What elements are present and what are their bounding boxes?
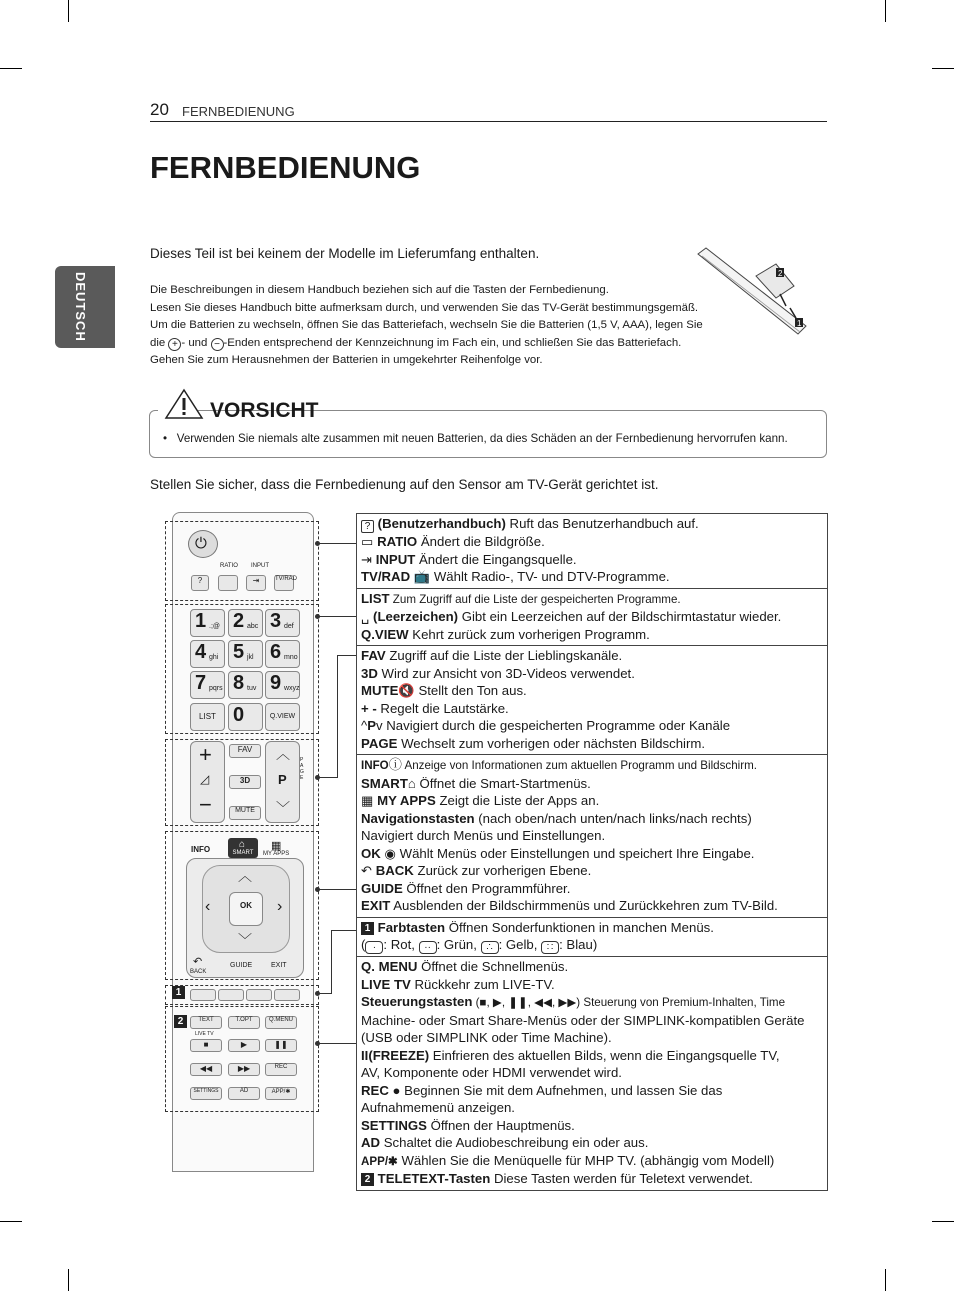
- definition: : Rot,: [383, 937, 419, 952]
- table-line: [361, 1134, 823, 1152]
- table-line: [361, 1099, 823, 1117]
- back-icon: ↶: [361, 863, 373, 878]
- svg-text:1: 1: [797, 319, 802, 328]
- crop-mark: [932, 68, 954, 69]
- plus-icon: +: [168, 338, 181, 351]
- badge-1: 1: [361, 922, 374, 935]
- header-rule: [150, 121, 827, 122]
- definition: Ändert die Bildgröße.: [417, 534, 545, 549]
- info-label: INFO: [191, 845, 211, 854]
- definition: Öffnen der Hauptmenüs.: [426, 1117, 575, 1133]
- volume-icon: ◿: [200, 772, 210, 786]
- warning-icon: [164, 388, 204, 420]
- table-line: [361, 700, 823, 718]
- table-line: [361, 810, 823, 828]
- page-title: FERNBEDIENUNG: [150, 150, 421, 185]
- definition: Machine- oder Smart Share-Menüs oder der SIMPLINK-kompatiblen Geräte: [361, 1012, 805, 1028]
- definition: Aufnahmemenü anzeigen.: [361, 1100, 515, 1115]
- settings-button: SETTINGS: [190, 1087, 222, 1100]
- term: TELETEXT-Tasten: [377, 1171, 491, 1186]
- table-line: [361, 897, 823, 915]
- table-line: [361, 626, 823, 644]
- 3d-button: 3D: [229, 775, 261, 789]
- table-line: [361, 608, 823, 626]
- group-frame-4: [165, 831, 319, 980]
- definition: : Gelb,: [498, 937, 542, 952]
- guide-label: GUIDE: [230, 962, 253, 969]
- input-button: ⇥: [246, 575, 266, 591]
- connector-line: [331, 930, 332, 994]
- definition: Zugriff auf die Liste der Lieblingskanäle.: [385, 648, 623, 663]
- table-line: [361, 993, 823, 1012]
- definition: : Grün,: [436, 937, 481, 952]
- crop-mark: [68, 1269, 69, 1291]
- crop-mark: [932, 1221, 954, 1222]
- term: (Leerzeichen): [373, 609, 459, 624]
- chevron-down-icon: v: [376, 718, 383, 733]
- group-frame-2: [165, 604, 319, 734]
- crop-mark: [885, 1269, 886, 1291]
- digit: 2: [233, 610, 245, 632]
- home-icon: ⌂: [239, 839, 246, 850]
- table-line: [361, 682, 823, 700]
- qmenu-button: Q.MENU: [265, 1016, 297, 1029]
- ratio-icon: ▭: [361, 534, 374, 549]
- badge-2: 2: [174, 1015, 187, 1028]
- text: die: [150, 336, 169, 349]
- crop-mark: [0, 1221, 22, 1222]
- crop-mark: [0, 68, 22, 69]
- table-line: [361, 827, 823, 845]
- digit: 4: [195, 641, 207, 663]
- definition: Diese Tasten werden für Teletext verwendet.: [490, 1171, 753, 1186]
- rewind-button: ◀◀: [190, 1063, 222, 1076]
- definition: Gibt ein Leerzeichen auf der Bildschirmtastatur wieder.: [458, 609, 782, 624]
- group-frame-1: [165, 521, 319, 601]
- table-line: [361, 862, 823, 880]
- definition: Zum Zugriff auf die Liste der gespeicherten Programme.: [389, 592, 681, 606]
- digit: 1: [195, 610, 207, 632]
- definition: Wird zur Ansicht von 3D-Videos verwendet.: [377, 665, 635, 681]
- table-line: [361, 756, 823, 775]
- table-line: [361, 880, 823, 898]
- intro-text: Dieses Teil ist bei keinem der Modelle im Lieferumfang enthalten.: [150, 246, 540, 261]
- table-cell: [357, 918, 827, 958]
- definition: (■, ▶, ❚❚, ◀◀, ▶▶) Steuerung von Premium-Inhalten, Time: [472, 996, 786, 1009]
- connector-line: [317, 616, 356, 617]
- definition: Öffnet den Programmführer.: [402, 880, 571, 896]
- fav-button: FAV: [229, 744, 261, 758]
- topt-button: T.OPT: [228, 1016, 260, 1029]
- sensor-note: Stellen Sie sicher, dass die Fernbedienung auf den Sensor am TV-Gerät gerichtet ist.: [150, 477, 659, 492]
- digit: 8: [233, 672, 245, 694]
- p-label: P: [278, 772, 287, 787]
- pause-button: ❚❚: [265, 1039, 297, 1052]
- connector-line: [337, 655, 356, 656]
- table-line: [361, 1117, 823, 1135]
- crop-mark: [68, 0, 69, 22]
- power-icon: ⏻: [195, 535, 207, 552]
- page-label: PAGE: [300, 757, 304, 781]
- term: FAV: [361, 648, 386, 663]
- table-line: [361, 515, 823, 533]
- ad-button: AD: [228, 1087, 260, 1100]
- yellow-key-icon: ∴: [481, 941, 499, 954]
- term: RATIO: [377, 534, 418, 549]
- definition: (nach oben/nach unten/nach links/nach rechts): [474, 810, 752, 826]
- definition: Stellt den Ton aus.: [414, 683, 527, 698]
- list-key: LIST: [190, 703, 225, 731]
- definition: Öffnet die Smart-Startmenüs.: [415, 775, 591, 791]
- caution-title: VORSICHT: [210, 399, 319, 422]
- definition: Wählt Radio-, TV- und DTV-Programme.: [430, 569, 670, 584]
- running-header: FERNBEDIENUNG: [182, 104, 295, 119]
- letters: tuv: [247, 685, 257, 692]
- term: Farbtasten: [377, 919, 446, 935]
- term: P: [367, 718, 376, 733]
- definition: AV, Komponente oder HDMI verwendet wird.: [361, 1065, 622, 1080]
- term: PAGE: [361, 735, 398, 751]
- back-label: BACK: [190, 969, 207, 975]
- definition: Schaltet die Audiobeschreibung ein oder aus.: [380, 1135, 649, 1150]
- table-line: [361, 958, 823, 976]
- table-line: [361, 775, 823, 793]
- table-line: [361, 735, 823, 753]
- term: BACK: [375, 863, 414, 878]
- term: II(FREEZE): [361, 1047, 430, 1063]
- table-line: [361, 1047, 823, 1065]
- mute-icon: 🔇: [398, 683, 415, 698]
- caution-heading: [158, 388, 319, 426]
- connector-line: [331, 930, 356, 931]
- arrow-up-icon: ︿: [238, 868, 252, 884]
- battery-illustration: [696, 246, 816, 346]
- digit: 5: [233, 641, 245, 663]
- definition: Beginnen Sie mit dem Aufnehmen, und lassen Sie das: [400, 1082, 723, 1098]
- chevron-up-icon: ︿: [276, 746, 290, 762]
- ratio-label: RATIO: [220, 563, 238, 569]
- digit: 3: [270, 610, 282, 632]
- letters: jkl: [247, 654, 254, 661]
- definition: Zurück zur vorherigen Ebene.: [413, 863, 592, 878]
- exit-label: EXIT: [271, 962, 287, 969]
- red-key-icon: ·: [365, 941, 383, 954]
- definition: Wählen Sie die Menüquelle für MHP TV. (abhängig vom Modell): [397, 1152, 775, 1168]
- term: Steuerungstasten: [361, 994, 473, 1009]
- plus-icon: +: [199, 742, 212, 767]
- input-label: INPUT: [251, 563, 269, 569]
- table-line: [361, 665, 823, 683]
- badge-1: 1: [172, 986, 185, 999]
- letters: abc: [247, 623, 259, 630]
- table-cell: [357, 589, 827, 647]
- digit: 7: [195, 672, 207, 694]
- table-cell: [357, 514, 827, 589]
- qview-key: Q.VIEW: [265, 703, 300, 731]
- table-line: ( · : Rot, ·· : Grün, ∴ : Gelb, ∷ : Blau): [361, 937, 598, 953]
- table-line: [361, 1064, 823, 1082]
- table-line: [361, 792, 823, 810]
- language-tab: [55, 266, 115, 348]
- group-frame-5: [165, 985, 319, 1005]
- 3d-icon: 3D: [361, 665, 378, 681]
- app-button: APP/✱: [265, 1087, 297, 1100]
- letters: ghi: [209, 654, 219, 661]
- definition: Navigiert durch Menüs und Einstellungen.: [361, 828, 606, 843]
- term: EXIT: [361, 898, 391, 913]
- tvrad-button: TV/RAD: [274, 575, 294, 591]
- connector-line: [317, 543, 356, 544]
- definition: Ausblenden der Bildschirmmenüs und Zurückkehren zum TV-Bild.: [390, 898, 778, 913]
- forward-button: ▶▶: [228, 1063, 260, 1076]
- term: OK: [361, 845, 381, 861]
- button-description-table: [356, 513, 828, 1191]
- term: INFO: [361, 759, 389, 772]
- ok-icon: ◉: [384, 845, 396, 861]
- term: (Benutzerhandbuch): [377, 516, 506, 531]
- letters: def: [284, 623, 294, 630]
- term: SETTINGS: [361, 1117, 427, 1133]
- teletext-button: TEXT: [190, 1016, 222, 1029]
- term: APP/✱: [361, 1154, 398, 1168]
- description-line: Gehen Sie zum Herausnehmen der Batterien in umgekehrter Reihenfolge vor.: [150, 354, 543, 366]
- definition: Kehrt zurück zum vorherigen Programm.: [408, 626, 650, 642]
- connector-dot: [315, 614, 320, 619]
- connector-dot: [315, 541, 320, 546]
- minus-icon: −: [199, 792, 212, 817]
- table-cell: [357, 646, 827, 755]
- description: [150, 282, 710, 370]
- definition: Anzeige von Informationen zum aktuellen Programm und Bildschirm.: [401, 759, 757, 772]
- language-tab-label: DEUTSCH: [73, 272, 88, 342]
- chevron-down-icon: ﹀: [276, 800, 290, 816]
- definition: : Blau): [559, 937, 598, 952]
- term: Q. MENU: [361, 959, 418, 974]
- description-line: [150, 335, 710, 353]
- table-line: [361, 717, 823, 735]
- term: REC ●: [361, 1082, 401, 1098]
- question-icon: ?: [361, 520, 374, 533]
- minus-icon: −: [211, 338, 224, 351]
- mute-button: MUTE: [229, 806, 261, 820]
- connector-line: [317, 1043, 356, 1044]
- arrow-down-icon: ﹀: [238, 932, 252, 948]
- term: MUTE: [361, 683, 399, 698]
- badge-2: 2: [361, 1173, 374, 1186]
- apps-grid-icon: ▦: [361, 793, 374, 808]
- definition: (USB oder SIMPLINK oder Time Machine).: [361, 1030, 612, 1045]
- text: - und: [181, 336, 211, 349]
- letters: pqrs: [209, 685, 223, 692]
- definition: Navigiert durch die gespeicherten Programme oder Kanäle: [382, 718, 731, 733]
- definition: Wählt Menüs oder Einstellungen und speichert Ihre Eingabe.: [395, 845, 755, 861]
- table-line: [361, 919, 823, 937]
- svg-text:2: 2: [778, 269, 783, 278]
- definition: Regelt die Lautstärke.: [376, 700, 509, 716]
- stop-button: ■: [190, 1039, 222, 1052]
- description-line: Lesen Sie dieses Handbuch bitte aufmerksam durch, und verwenden Sie das TV-Gerät bestimmungsgemäß.: [150, 301, 699, 314]
- back-icon: ↶: [193, 956, 203, 968]
- smart-label: SMART: [232, 850, 254, 856]
- definition: Öffnen Sonderfunktionen in manchen Menüs.: [445, 919, 714, 935]
- table-line: [361, 1012, 823, 1030]
- livetv-label: LIVE TV: [195, 1031, 214, 1037]
- digit: 6: [270, 641, 282, 663]
- definition: Rückkehr zum LIVE-TV.: [410, 976, 555, 992]
- definition: Ändert die Eingangsquelle.: [415, 551, 577, 567]
- table-line: [361, 590, 823, 609]
- term: LIVE TV: [361, 976, 411, 992]
- group-frame-6: [165, 1006, 319, 1112]
- connector-line: [317, 777, 337, 778]
- connector-dot: [315, 775, 320, 780]
- connector-line: [317, 889, 356, 890]
- apps-grid-icon: ▦: [271, 840, 282, 852]
- arrow-right-icon: ›: [277, 898, 283, 915]
- connector-dot: [315, 991, 320, 996]
- text: -Enden entsprechend der Kennzeichnung im Fach ein, und schließen Sie das Batteriefach.: [223, 336, 682, 349]
- term: AD: [361, 1135, 381, 1150]
- table-cell: [357, 957, 827, 1190]
- table-cell: [357, 755, 827, 918]
- letters: wxyz: [284, 685, 300, 692]
- ok-label: OK: [240, 901, 252, 910]
- connector-dot: [315, 887, 320, 892]
- term: MY APPS: [377, 793, 436, 808]
- chevron-up-icon: ^: [361, 718, 368, 733]
- caution-text: • Verwenden Sie niemals alte zusammen mit neuen Batterien, da dies Schäden an der Fernbedienung hervorrufen kann.: [163, 432, 788, 445]
- group-frame-3: [165, 739, 319, 826]
- definition: Zeigt die Liste der Apps an.: [435, 793, 600, 808]
- page-number: 20: [150, 100, 169, 119]
- table-line: [361, 647, 823, 665]
- term: TV/RAD: [361, 569, 411, 584]
- digit: 0: [233, 704, 245, 726]
- user-guide-button: ?: [191, 575, 209, 591]
- arrow-left-icon: ‹: [205, 898, 211, 915]
- description-line: Die Beschreibungen in diesem Handbuch beziehen sich auf die Tasten der Fernbedienung.: [150, 284, 609, 296]
- green-key-icon: ··: [419, 941, 437, 954]
- table-line: [361, 1152, 823, 1171]
- tv-radio-icon: 📺: [413, 569, 431, 584]
- table-line: [361, 533, 823, 551]
- table-line: [361, 976, 823, 994]
- term: GUIDE: [361, 880, 403, 896]
- term: Navigationstasten: [361, 810, 475, 826]
- space-icon: ␣: [361, 609, 370, 624]
- term: INPUT: [375, 551, 416, 567]
- blue-key-icon: ∷: [541, 941, 559, 954]
- table-line: [361, 1170, 823, 1188]
- table-line: [361, 1082, 823, 1100]
- term: SMART: [361, 775, 408, 791]
- letters: .;@: [209, 623, 220, 630]
- connector-dot: [315, 1041, 320, 1046]
- home-icon: ⌂: [407, 775, 416, 791]
- crop-mark: [885, 0, 886, 22]
- table-line: [361, 568, 823, 586]
- definition: Einfrieren des aktuellen Bilds, wenn die Eingangsquelle TV,: [429, 1047, 780, 1063]
- text: Verwenden Sie niemals alte zusammen mit neuen Batterien, da dies Schäden an der Fernbedienung hervorrufen kann.: [176, 432, 788, 445]
- definition: Öffnet die Schnellmenüs.: [417, 959, 569, 974]
- table-line: [361, 551, 823, 569]
- description-line: Um die Batterien zu wechseln, öffnen Sie das Batteriefach, wechseln Sie die Batterien (1,5 V, AAA), legen Sie: [150, 319, 703, 331]
- term: + -: [361, 700, 377, 716]
- letters: mno: [284, 654, 298, 661]
- connector-line: [337, 655, 338, 778]
- table-line: [361, 1029, 823, 1047]
- play-button: ▶: [228, 1039, 260, 1052]
- definition: Wechselt zum vorherigen oder nächsten Bildschirm.: [397, 735, 706, 751]
- table-line: [361, 845, 823, 863]
- myapps-label: MY APPS: [263, 851, 290, 857]
- input-icon: ⇥: [361, 551, 373, 567]
- definition: Ruft das Benutzerhandbuch auf.: [505, 516, 699, 531]
- info-icon: ⓘ: [388, 757, 402, 772]
- rec-button: REC: [265, 1063, 297, 1076]
- term: LIST: [361, 590, 390, 606]
- digit: 9: [270, 672, 282, 694]
- term: Q.VIEW: [361, 626, 409, 642]
